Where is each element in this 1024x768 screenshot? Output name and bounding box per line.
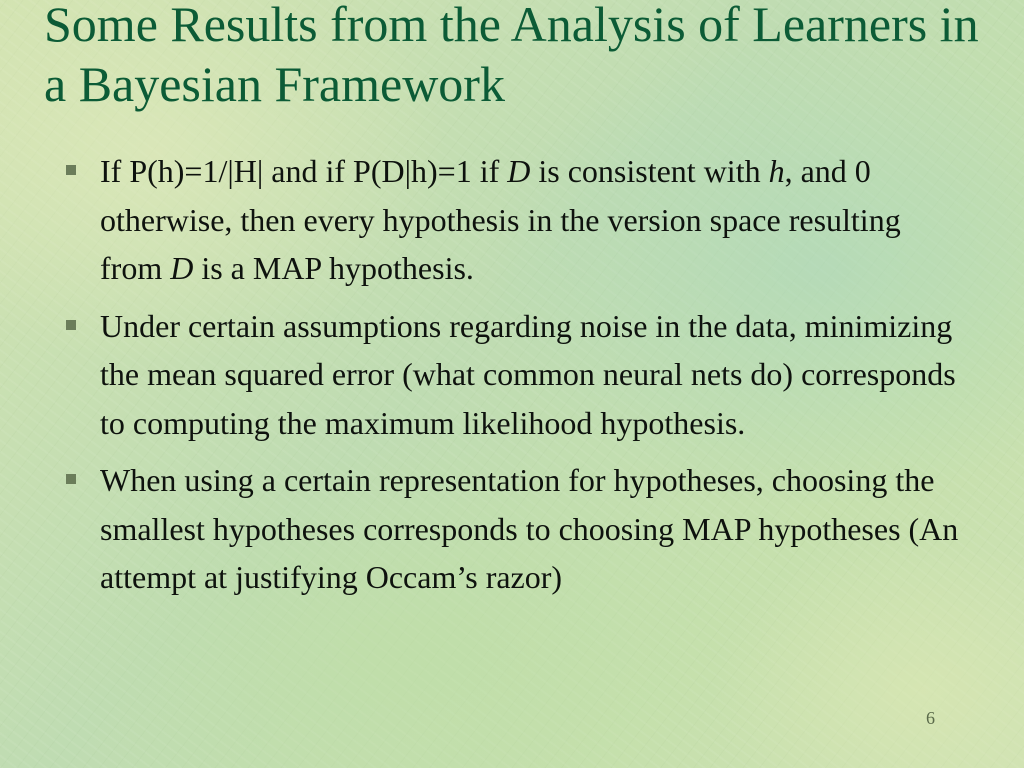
square-bullet-icon	[66, 474, 76, 484]
square-bullet-icon	[66, 165, 76, 175]
bullet-item	[64, 302, 964, 448]
square-bullet-icon	[66, 320, 76, 330]
bullet-item	[64, 456, 964, 602]
bullet-item	[64, 147, 964, 293]
slide-title: Some Results from the Analysis of Learners in a Bayesian Framework	[44, 0, 979, 112]
bullet-text: Under certain assumptions regarding noise in the data, minimizing the mean squared error (what common neural nets do) corresponds to computing the maximum likelihood hypothesis.	[100, 307, 956, 441]
page-number: 6	[926, 708, 935, 728]
bullet-text: When using a certain representation for hypotheses, choosing the smallest hypotheses corresponds to choosing MAP hypotheses (An attempt at justifying Occam’s razor)	[100, 462, 959, 595]
bullet-text: If P(h)=1/|H| and if P(D|h)=1 if D is consistent with h, and 0 otherwise, then every hypothesis in the version space resulting from D is a MAP hypothesis.	[100, 153, 901, 286]
bullet-list	[64, 147, 964, 611]
